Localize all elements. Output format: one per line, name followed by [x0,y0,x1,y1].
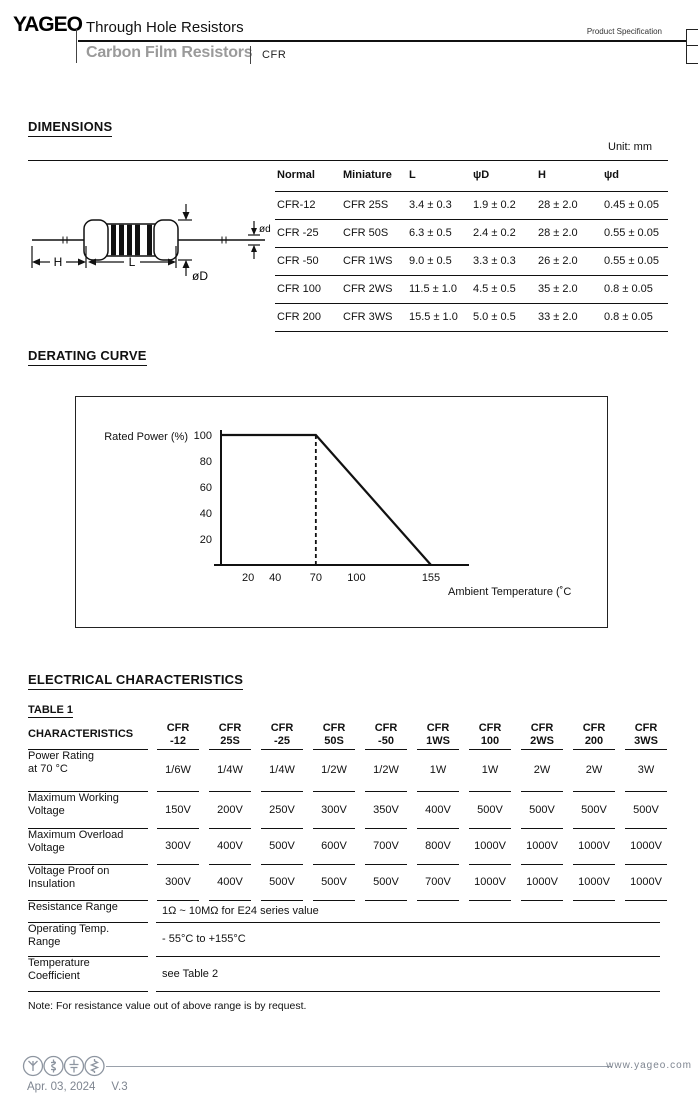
cell: 1/6W [157,750,199,792]
model-line1: CFR [374,722,398,734]
page-number-box [686,29,698,64]
cell: 500V [521,792,563,829]
cell: CFR 25S [341,192,407,220]
cell: 1000V [469,829,511,865]
row-label-line2: Voltage [28,805,65,817]
x-tick-label: 100 [347,572,366,584]
model-header [209,720,251,750]
dimensions-table-header [275,161,668,192]
col-header: H [536,161,602,192]
unit-label: Unit: mm [608,141,652,153]
dimensions-heading: DIMENSIONS [28,119,112,137]
col-header: Normal [275,161,341,192]
dimensions-table [275,161,668,332]
series-code: CFR [262,49,287,61]
cell: 9.0 ± 0.5 [407,248,471,276]
model-header [261,720,303,750]
model-header [365,720,407,750]
lead-diameter-label: ød [259,224,271,235]
cell: - 55°C to +155°C [156,923,660,957]
x-tick-label: 40 [269,572,282,584]
cell: 700V [365,829,407,865]
product-specification-label: Product Specification [586,27,662,36]
row-label-line1: Operating Temp. [28,923,110,935]
footer-component-icons [22,1053,110,1079]
capacitor-icon [65,1057,84,1076]
cell: 33 ± 2.0 [536,304,602,332]
x-tick-label: 20 [241,572,255,584]
row-label-line2: Range [28,936,61,948]
cell: 500V [313,865,355,901]
cell: 1000V [573,865,615,901]
cell: CFR -50 [275,248,341,276]
cell: 500V [469,792,511,829]
row-label-line2: at 70 °C [28,763,68,775]
y-axis-title: Rated Power (%) [104,431,188,443]
cell: 3.4 ± 0.3 [407,192,471,220]
y-tick-label: 80 [199,456,212,468]
model-line2: 3WS [634,735,658,747]
cell: 28 ± 2.0 [536,192,602,220]
x-axis-title: Ambient Temperature (˚C [448,586,572,598]
cell: 500V [573,792,615,829]
row-label-line2: Voltage [28,842,65,854]
cell: 1/2W [365,750,407,792]
model-line1: CFR [426,722,450,734]
cell: 0.8 ± 0.05 [602,276,668,304]
page-subtitle: Carbon Film Resistors [86,44,253,61]
row-label [28,792,148,829]
cell: CFR 2WS [341,276,407,304]
y-tick-label: 60 [199,482,212,494]
cell: 28 ± 2.0 [536,220,602,248]
inductor-icon [44,1057,63,1076]
table-row-temperature-coefficient [28,957,672,992]
cell: 500V [625,792,667,829]
table1-label: TABLE 1 [28,704,74,716]
model-header [469,720,511,750]
cell: CFR -25 [275,220,341,248]
cell: 1/4W [261,750,303,792]
resistor-body [84,220,178,260]
electrical-table-header [28,720,672,750]
row-label [28,829,148,865]
y-tick-label: 40 [199,508,212,520]
cell: 4.5 ± 0.5 [471,276,536,304]
website-link[interactable]: www.yageo.com [606,1060,692,1071]
revision-version: V.3 [111,1081,128,1093]
cell: 700V [417,865,459,901]
table-row [275,220,668,248]
cell: CFR-12 [275,192,341,220]
model-line1: CFR [166,722,190,734]
cell: 400V [209,865,251,901]
cell: 2W [521,750,563,792]
col-header: ψd [602,161,668,192]
cell: 350V [365,792,407,829]
model-line2: 2WS [530,735,554,747]
model-line2: -12 [170,735,186,747]
table-row [275,192,668,220]
cell: 35 ± 2.0 [536,276,602,304]
revision-date: Apr. 03, 2024 [27,1081,96,1093]
cell: 1000V [521,865,563,901]
cell: 3W [625,750,667,792]
cell: 6.3 ± 0.5 [407,220,471,248]
cell: 11.5 ± 1.0 [407,276,471,304]
cell: 400V [417,792,459,829]
row-label-line1: Maximum Working [28,792,119,804]
cell: 600V [313,829,355,865]
model-header [573,720,615,750]
page-number-divider [687,30,698,46]
cell: 1000V [625,865,667,901]
electrical-characteristics-table [28,720,672,992]
cell: 1000V [625,829,667,865]
col-header: ψD [471,161,536,192]
cell: 800V [417,829,459,865]
header-rule [78,40,686,42]
cell: 1W [417,750,459,792]
table-row [275,248,668,276]
cell: 400V [209,829,251,865]
row-label-line1: Power Rating [28,750,95,762]
derating-chart [76,396,606,628]
cell: 1Ω ~ 10MΩ for E24 series value [156,901,660,923]
cell: 300V [313,792,355,829]
cell: 26 ± 2.0 [536,248,602,276]
h-dimension-label: H [53,255,63,269]
model-header [157,720,199,750]
row-label [28,923,148,957]
y-tick-label: 20 [199,534,212,546]
cell: 0.55 ± 0.05 [602,248,668,276]
document-title: Through Hole Resistors [86,19,244,36]
characteristics-header-text: CHARACTERISTICS [28,728,134,740]
cell: 200V [209,792,251,829]
cell: 1W [469,750,511,792]
model-header [417,720,459,750]
resistor-dimension-diagram [26,194,271,290]
electrical-characteristics-heading: ELECTRICAL CHARACTERISTICS [28,672,243,690]
row-label [28,901,148,923]
row-label-line1: Resistance Range [28,901,118,913]
table-row-power-rating [28,750,672,792]
body-diameter-label: øD [192,269,208,283]
cell: see Table 2 [156,957,660,992]
row-label [28,957,148,992]
table-row [275,276,668,304]
model-line2: -25 [274,735,290,747]
model-header [313,720,355,750]
row-label-line2: Insulation [28,878,76,890]
subtitle-vertical-divider [250,46,251,64]
cell: 15.5 ± 1.0 [407,304,471,332]
table-row [275,304,668,332]
row-label-line1: Maximum Overload [28,829,124,841]
table-row-max-working-voltage [28,792,672,829]
row-label-line1: Temperature [28,957,90,969]
cell: 250V [261,792,303,829]
cell: CFR 100 [275,276,341,304]
footer-date [27,1081,128,1093]
model-line1: CFR [218,722,242,734]
characteristics-header [28,720,148,750]
cell: 0.45 ± 0.05 [602,192,668,220]
cell: 0.55 ± 0.05 [602,220,668,248]
cell: 500V [261,865,303,901]
cell: 1000V [521,829,563,865]
model-line2: 25S [220,735,240,747]
cell: 300V [157,829,199,865]
cell: 0.8 ± 0.05 [602,304,668,332]
cell: 300V [157,865,199,901]
model-header [521,720,563,750]
table-row-operating-temp-range [28,923,672,957]
model-line2: -50 [378,735,394,747]
y-tick-label: 100 [193,430,212,442]
cell: 1000V [573,829,615,865]
table-row-max-overload-voltage [28,829,672,865]
table-note: Note: For resistance value out of above range is by request. [28,1000,307,1012]
model-line1: CFR [270,722,294,734]
col-header: L [407,161,471,192]
cell: 3.3 ± 0.3 [471,248,536,276]
model-line1: CFR [634,722,658,734]
yageo-logo: YAGEO [13,13,82,36]
row-label [28,865,148,901]
model-line2: 50S [324,735,344,747]
row-label-line2: Coefficient [28,970,80,982]
table-row-voltage-proof [28,865,672,901]
model-line2: 200 [584,735,604,747]
model-line1: CFR [322,722,346,734]
cell: 2.4 ± 0.2 [471,220,536,248]
cell: 5.0 ± 0.5 [471,304,536,332]
cell: 500V [365,865,407,901]
footer-rule [106,1066,612,1067]
model-header [625,720,667,750]
derating-curve-heading: DERATING CURVE [28,348,147,366]
header-vertical-divider [76,29,77,63]
x-tick-label: 155 [421,572,441,584]
chart-line-rated-power-derating [221,435,431,565]
model-line2: 1WS [426,735,450,747]
x-tick-label: 70 [309,572,322,584]
cell: CFR 1WS [341,248,407,276]
col-header: Miniature [341,161,407,192]
row-label-line1: Voltage Proof on [28,865,110,877]
cell: 150V [157,792,199,829]
model-line1: CFR [478,722,502,734]
cell: CFR 200 [275,304,341,332]
cell: 1000V [469,865,511,901]
cell: 1/2W [313,750,355,792]
model-line2: 100 [480,735,500,747]
cell: 2W [573,750,615,792]
model-line1: CFR [530,722,554,734]
row-label [28,750,148,792]
table-row-resistance-range [28,901,672,923]
cell: CFR 50S [341,220,407,248]
model-line1: CFR [582,722,606,734]
cell: 1.9 ± 0.2 [471,192,536,220]
l-dimension-label: L [128,255,136,269]
cell: 500V [261,829,303,865]
cell: CFR 3WS [341,304,407,332]
cell: 1/4W [209,750,251,792]
